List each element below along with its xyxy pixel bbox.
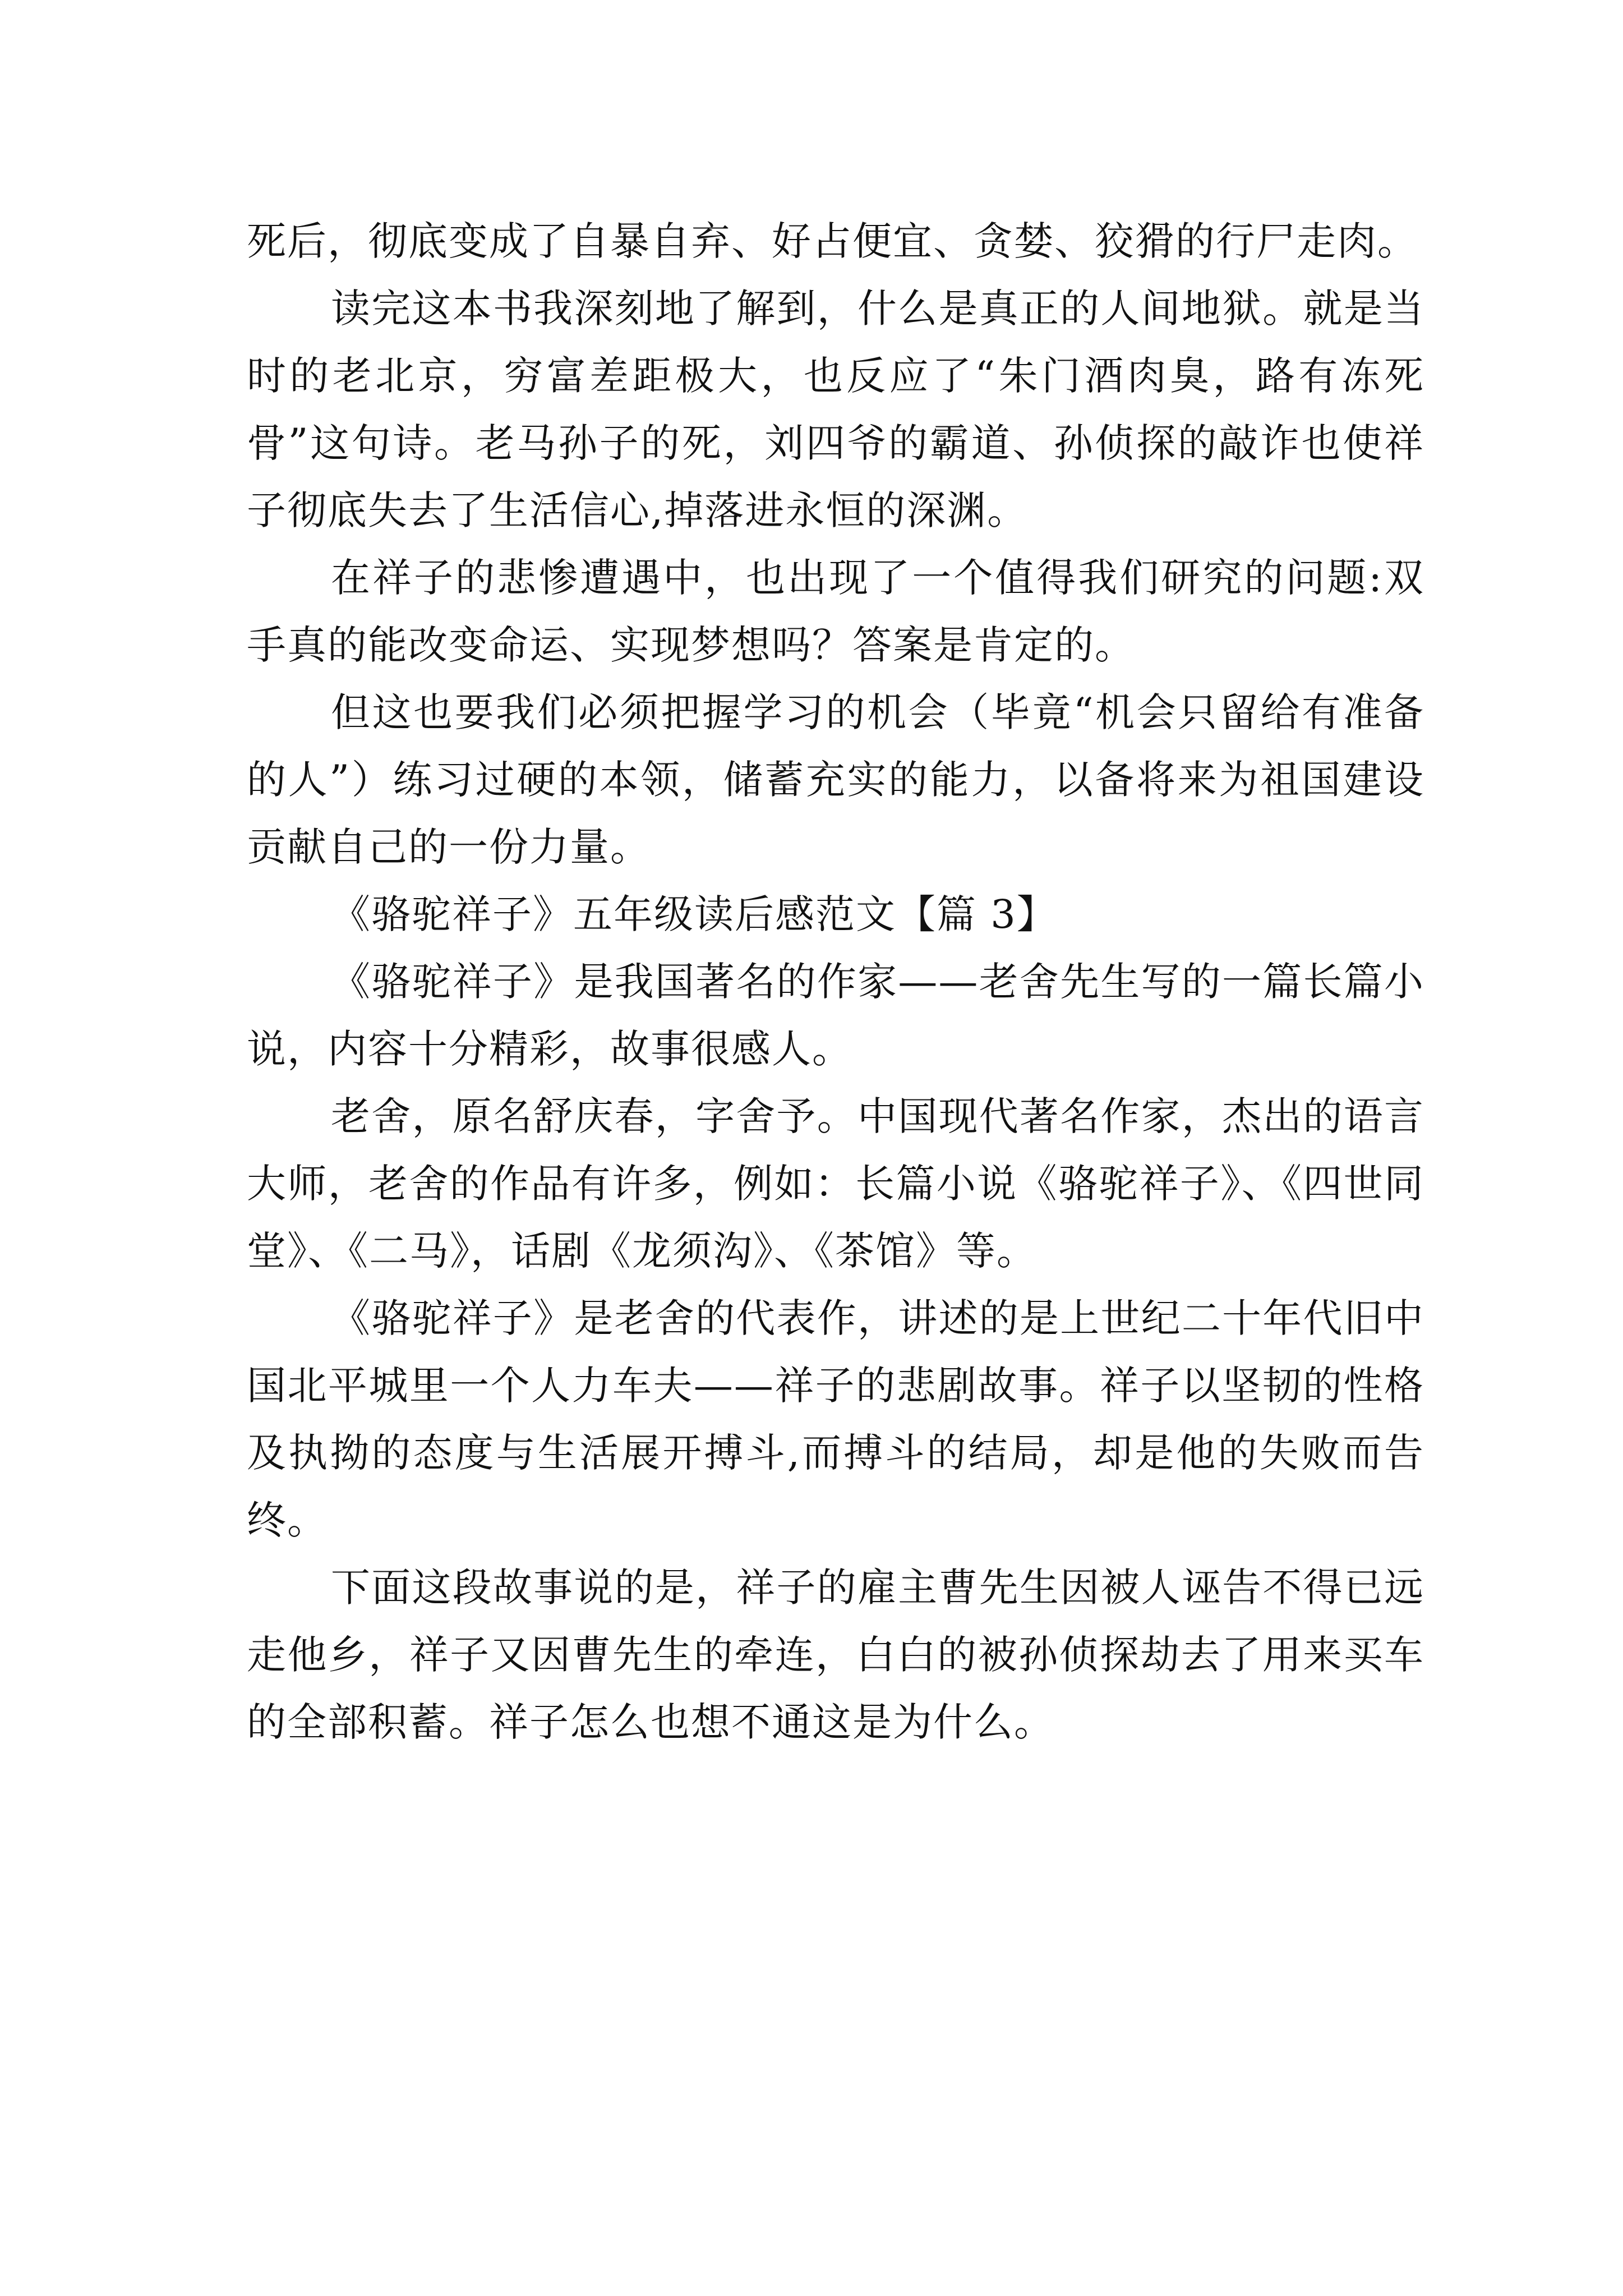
paragraph-conclusion: 但这也要我们必须把握学习的机会（毕竟“机会只留给有准备的人”）练习过硬的本领，储蓄充实的能力，以备将来为祖国建设贡献自己的一份力量。 bbox=[247, 689, 1424, 870]
paragraph-intro: 《骆驼祥子》是我国著名的作家——老舍先生写的一篇长篇小说，内容十分精彩，故事很感人。 bbox=[247, 959, 1424, 1072]
paragraph-question: 在祥子的悲惨遭遇中，也出现了一个值得我们研究的问题:双手真的能改变命运、实现梦想吗？答案是肯定的。 bbox=[247, 555, 1424, 668]
paragraph-author: 老舍，原名舒庆春，字舍予。中国现代著名作家，杰出的语言大师，老舍的作品有许多，例如：长篇小说《骆驼祥子》、《四世同堂》、《二马》，话剧《龙须沟》、《茶馆》等。 bbox=[247, 1093, 1424, 1274]
paragraph-continuation: 死后，彻底变成了自暴自弃、好占便宜、贪婪、狡猾的行尸走肉。 bbox=[247, 218, 1418, 264]
paragraph-summary: 《骆驼祥子》是老舍的代表作，讲述的是上世纪二十年代旧中国北平城里一个人力车夫——祥子的悲剧故事。祥子以坚韧的性格及执拗的态度与生活展开搏斗,而搏斗的结局，却是他的失败而告终。 bbox=[247, 1295, 1424, 1543]
document-page bbox=[247, 208, 1424, 1756]
paragraph-story: 下面这段故事说的是，祥子的雇主曹先生因被人诬告不得已远走他乡，祥子又因曹先生的牵连，白白的被孙侦探劫去了用来买车的全部积蓄。祥子怎么也想不通这是为什么。 bbox=[247, 1565, 1424, 1745]
section-heading: 《骆驼祥子》五年级读后感范文【篇 3】 bbox=[331, 891, 1057, 937]
paragraph-reflection: 读完这本书我深刻地了解到，什么是真正的人间地狱。就是当时的老北京，穷富差距极大，也反应了“朱门酒肉臭，路有冻死骨”这句诗。老马孙子的死，刘四爷的霸道、孙侦探的敲诈也使祥子彻底失去了生活信心,掉落进永恒的深渊。 bbox=[247, 286, 1424, 533]
